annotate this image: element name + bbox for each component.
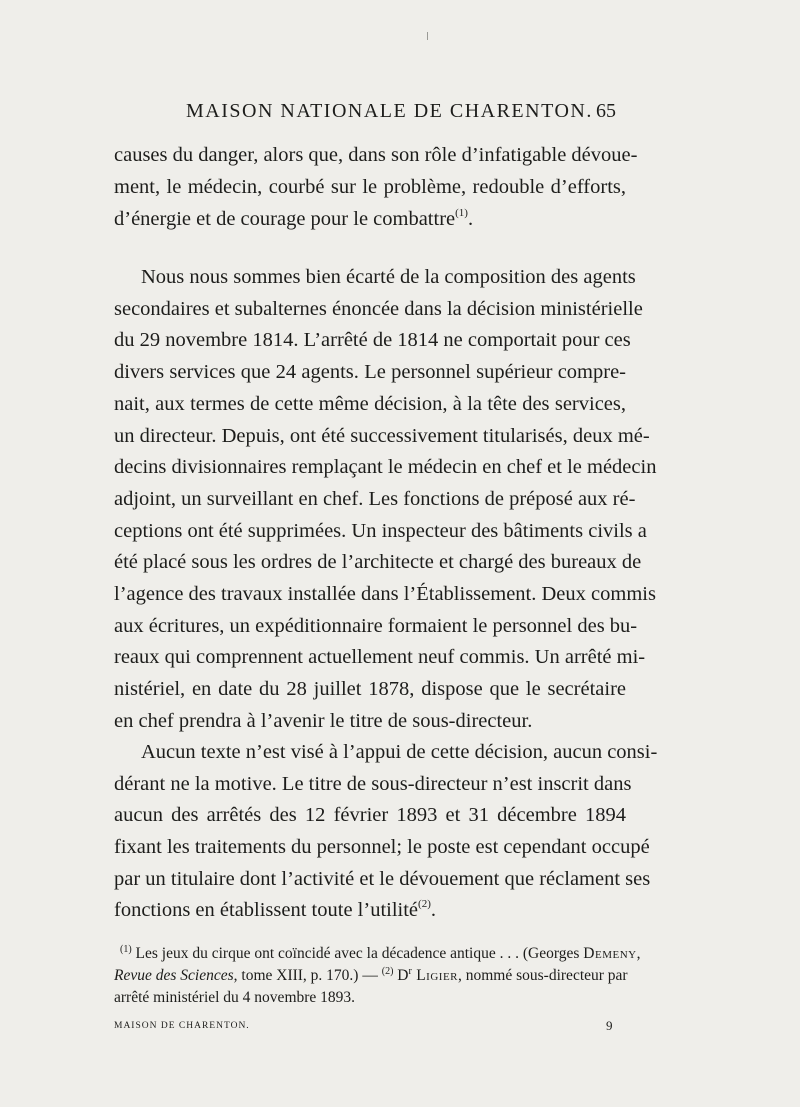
- text-line: été placé sous les ordres de l’architecte et chargé des bureaux de: [114, 551, 642, 573]
- footnote-text: , nommé sous-directeur par: [458, 967, 628, 984]
- print-tick-mark: [427, 32, 428, 40]
- footnote-text: ,: [636, 945, 641, 962]
- text-line: secondaires et subalternes énoncée dans la décision ministérielle: [114, 298, 643, 320]
- text-line: nait, aux termes de cette même décision, à la tête des services,: [114, 393, 626, 415]
- text-line: adjoint, un surveillant en chef. Les fonctions de préposé aux ré-: [114, 488, 636, 510]
- footnote-text: , tome XIII, p. 170.) —: [233, 967, 382, 984]
- text-fragment: d’énergie et de courage pour le combattre: [114, 208, 456, 230]
- footnote-marker: (1): [120, 944, 132, 955]
- footnote-line: [114, 966, 626, 986]
- text-line: ceptions ont été supprimées. Un inspecteur des bâtiments civils a: [114, 520, 647, 542]
- text-line: l’agence des travaux installée dans l’Établissement. Deux commis: [114, 583, 656, 605]
- signature-number: 9: [606, 1018, 613, 1033]
- text-line: Nous nous sommes bien écarté de la composition des agents: [141, 266, 636, 288]
- text-line: un directeur. Depuis, ont été successivement titularisés, deux mé-: [114, 425, 650, 447]
- footnote-journal: Revue des Sciences: [114, 967, 234, 984]
- text-line: nistériel, en date du 28 juillet 1878, dispose que le secrétaire: [114, 678, 626, 700]
- footnote-ref: (2): [418, 898, 431, 910]
- footnote-text: Les jeux du cirque ont coïncidé avec la décadence antique . . . (Georges: [135, 945, 584, 962]
- signature-mark: MAISON DE CHARENTON.: [114, 1021, 250, 1031]
- footnote-name: Ligier: [411, 967, 458, 984]
- text-line: par un titulaire dont l’activité et le dévouement que réclament ses: [114, 868, 651, 890]
- text-line: fixant les traitements du personnel; le poste est cependant occupé: [114, 836, 650, 858]
- text-line: reaux qui comprennent actuellement neuf commis. Un arrêté mi-: [114, 646, 646, 668]
- text-line: decins divisionnaires remplaçant le médecin en chef et le médecin: [114, 456, 657, 478]
- footnote-text: D: [393, 967, 409, 984]
- text-line: [114, 897, 626, 923]
- text-fragment: .: [467, 208, 474, 230]
- footnote-line: arrêté ministériel du 4 novembre 1893.: [114, 989, 356, 1006]
- footnote-author: Demeny: [583, 945, 637, 962]
- text-line: causes du danger, alors que, dans son rôle d’infatigable dévoue-: [114, 144, 638, 166]
- text-line: aux écritures, un expéditionnaire formaient le personnel des bu-: [114, 615, 638, 637]
- text-line: aucun des arrêtés des 12 février 1893 et 31 décembre 1894: [114, 804, 626, 826]
- footnote-line: [120, 944, 641, 964]
- footnote-marker: (2): [381, 966, 394, 977]
- text-line: [114, 206, 626, 232]
- text-line: divers services que 24 agents. Le personnel supérieur compre-: [114, 361, 626, 383]
- text-line: en chef prendra à l’avenir le titre de sous-directeur.: [114, 710, 533, 732]
- running-head: MAISON NATIONALE DE CHARENTON.: [186, 100, 593, 122]
- text-line: Aucun texte n’est visé à l’appui de cette décision, aucun consi-: [141, 741, 658, 763]
- text-line: dérant ne la motive. Le titre de sous-directeur n’est inscrit dans: [114, 773, 632, 795]
- text-fragment: .: [430, 899, 436, 921]
- page-number: 65: [596, 100, 616, 122]
- text-fragment: fonctions en établissent toute l’utilité: [114, 899, 419, 921]
- footnote-ref: (1): [455, 207, 468, 219]
- footnote-title-sup: r: [408, 966, 412, 977]
- text-line: du 29 novembre 1814. L’arrêté de 1814 ne comportait pour ces: [114, 329, 631, 351]
- text-line: ment, le médecin, courbé sur le problème, redouble d’efforts,: [114, 176, 626, 198]
